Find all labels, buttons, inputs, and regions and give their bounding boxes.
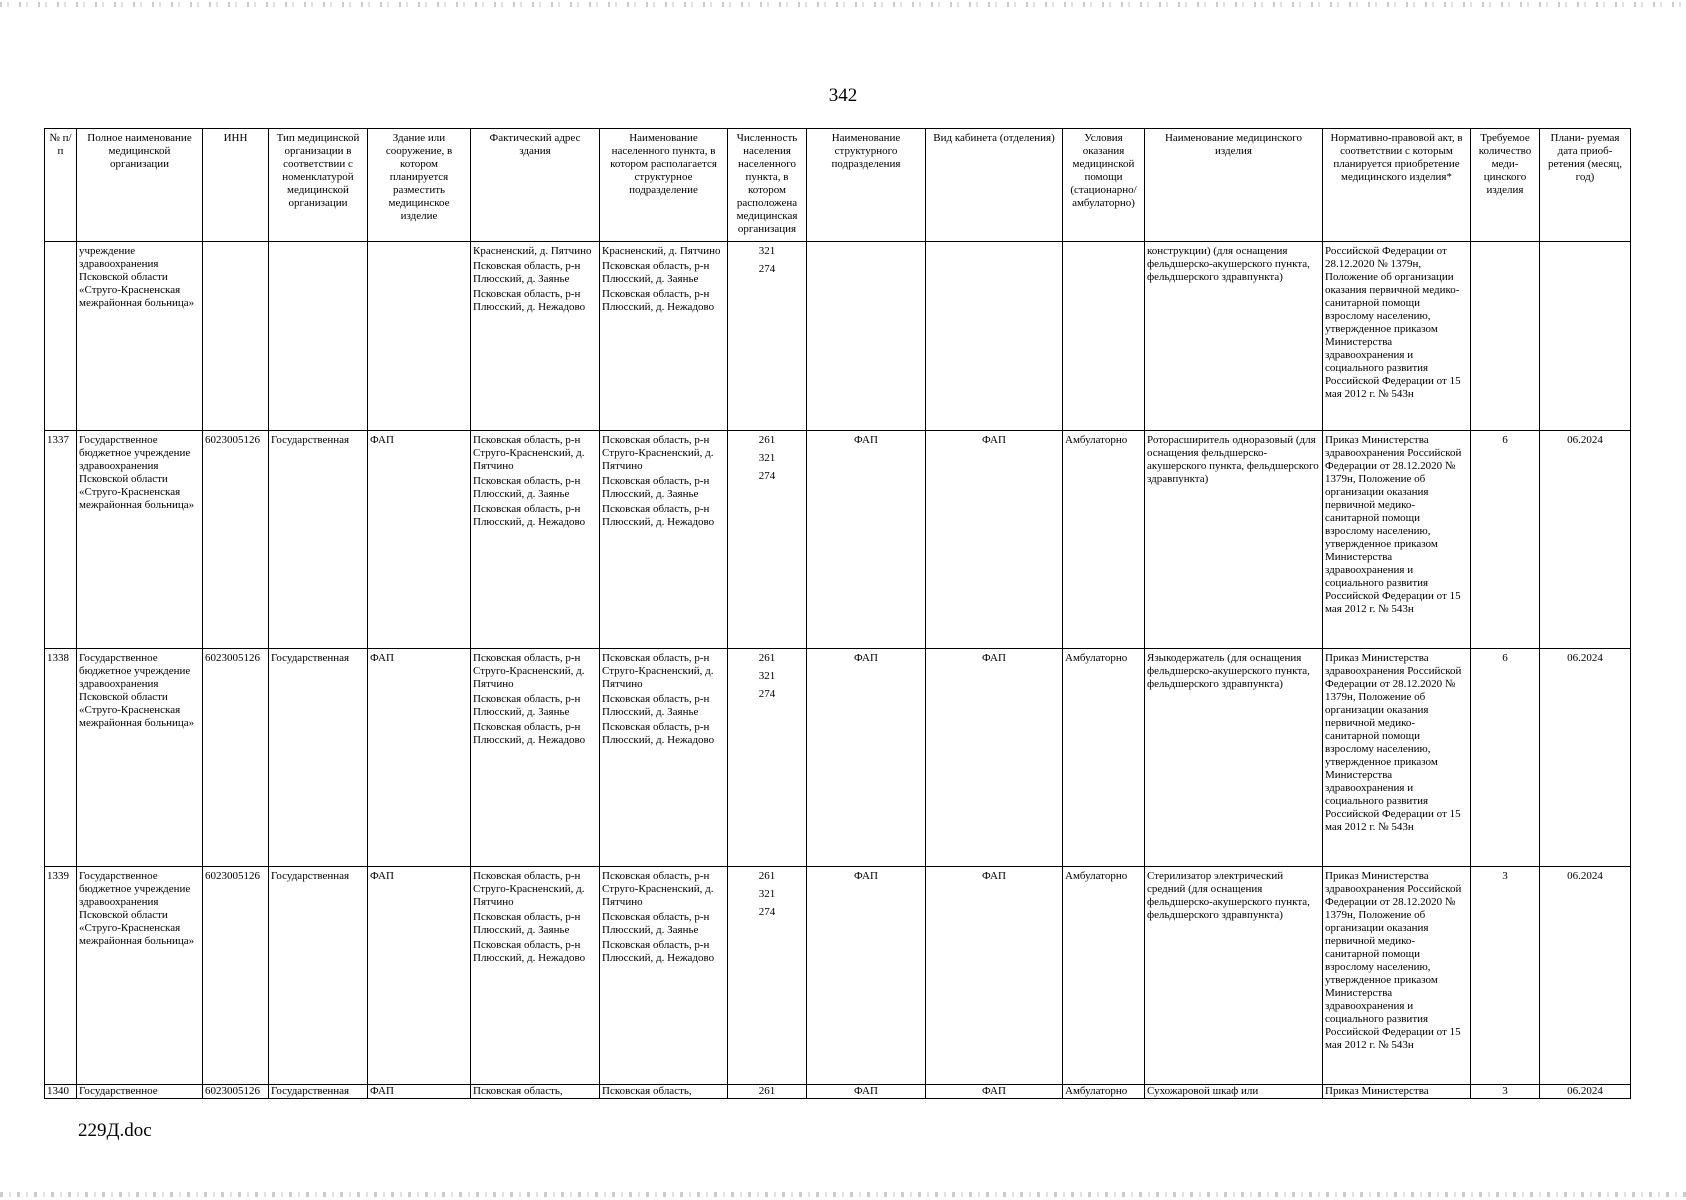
cell-population <box>728 867 807 1085</box>
col-header-building: Здание или сооружение, в котором планируется разместить медицинское изделие <box>368 129 471 242</box>
settlement-block: Псковская область, р-н Плюсский, д. Нежадово <box>602 503 715 528</box>
settlement-block: Псковская область, р-н Струго-Красненский, д. Пятчино <box>602 652 714 690</box>
population-value: 321 <box>758 245 776 257</box>
cell-population <box>728 649 807 867</box>
cell-settlement <box>600 649 728 867</box>
population-value: 321 <box>758 888 776 900</box>
cell-quantity: 6 <box>1471 649 1540 867</box>
cell-planned-date: 06.2024 <box>1540 867 1631 1085</box>
table-row-truncated <box>45 1085 1631 1099</box>
cell-population: 261 <box>728 1085 807 1099</box>
address-block: Псковская область, р-н Струго-Красненский, д. Пятчино <box>473 652 585 690</box>
page-number: 342 <box>828 85 858 106</box>
table-row <box>45 431 1631 649</box>
cell-device: Стерилизатор электрический средний (для оснащения фельдшерско-акушерского пункта, фельдшерского здравпункта) <box>1145 867 1323 1085</box>
col-header-cabinet: Вид кабинета (отделения) <box>926 129 1063 242</box>
cell-num: 1338 <box>45 649 77 867</box>
cell-cabinet <box>926 242 1063 431</box>
address-block: Псковская область, р-н Плюсский, д. Заянье <box>473 693 581 718</box>
settlement-block: Псковская область, р-н Плюсский, д. Заянье <box>602 475 710 500</box>
population-value: 274 <box>758 906 776 918</box>
cell-num: 1339 <box>45 867 77 1085</box>
cell-settlement <box>600 431 728 649</box>
cell-legal-act: Приказ Министерства здравоохранения Российской Федерации от 28.12.2020 № 1379н, Положение об организации оказания первичной медико-санитарной помощи взрослому населению, утвержденное приказом Министерства здравоохранения и социального развития Российской Федерации от 15 мая 2012 г. № 543н <box>1323 431 1471 649</box>
cell-planned-date: 06.2024 <box>1540 1085 1631 1099</box>
cell-quantity: 3 <box>1471 867 1540 1085</box>
cell-subdivision: ФАП <box>807 431 926 649</box>
population-value: 321 <box>758 452 776 464</box>
table-row <box>45 649 1631 867</box>
population-value: 261 <box>758 434 776 446</box>
cell-quantity <box>1471 242 1540 431</box>
cell-subdivision: ФАП <box>807 867 926 1085</box>
cell-conditions: Амбулаторно <box>1063 867 1145 1085</box>
cell-quantity: 6 <box>1471 431 1540 649</box>
cell-device: Роторасширитель одноразовый (для оснащения фельдшерско-акушерского пункта, фельдшерского здравпункта) <box>1145 431 1323 649</box>
settlement-block: Псковская область, р-н Струго-Красненский, д. Пятчино <box>602 434 714 472</box>
cell-planned-date <box>1540 242 1631 431</box>
population-value: 274 <box>758 688 776 700</box>
col-header-num: № п/п <box>45 129 77 242</box>
address-block: Псковская область, р-н Струго-Красненский, д. Пятчино <box>473 870 585 908</box>
equipment-table <box>44 128 1631 1099</box>
table-row <box>45 867 1631 1085</box>
cell-inn: 6023005126 <box>203 649 269 867</box>
address-block: Псковская область, р-н Плюсский, д. Заянье <box>473 260 581 285</box>
cell-settlement <box>600 242 728 431</box>
cell-building: ФАП <box>368 1085 471 1099</box>
scan-edge-top <box>0 2 1686 7</box>
cell-planned-date: 06.2024 <box>1540 649 1631 867</box>
cell-org-name: Государственное <box>77 1085 203 1099</box>
col-header-legal-act: Нормативно-правовой акт, в соответствии с которым планируется приобретение медицинского изделия* <box>1323 129 1471 242</box>
cell-building: ФАП <box>368 431 471 649</box>
population-value: 261 <box>758 870 776 882</box>
cell-cabinet: ФАП <box>926 1085 1063 1099</box>
cell-inn: 6023005126 <box>203 431 269 649</box>
cell-conditions: Амбулаторно <box>1063 649 1145 867</box>
population-value: 261 <box>758 652 776 664</box>
scan-edge-bottom <box>0 1192 1686 1197</box>
col-header-conditions: Условия оказания медицинской помощи (стационарно/ амбулаторно) <box>1063 129 1145 242</box>
cell-device: Сухожаровой шкаф или <box>1145 1085 1323 1099</box>
cell-org-name: учреждение здравоохранения Псковской области «Струго-Красненская межрайонная больница» <box>77 242 203 431</box>
cell-num: 1340 <box>45 1085 77 1099</box>
settlement-block: Псковская область, р-н Плюсский, д. Заянье <box>602 260 710 285</box>
address-block: Псковская область, р-н Плюсский, д. Нежадово <box>473 939 586 964</box>
cell-conditions <box>1063 242 1145 431</box>
cell-cabinet: ФАП <box>926 431 1063 649</box>
cell-num: 1337 <box>45 431 77 649</box>
cell-org-type: Государственная <box>269 649 368 867</box>
population-value: 274 <box>758 470 776 482</box>
address-block: Псковская область, р-н Плюсский, д. Нежадово <box>473 721 586 746</box>
cell-actual-address <box>471 867 600 1085</box>
cell-inn: 6023005126 <box>203 867 269 1085</box>
cell-actual-address <box>471 242 600 431</box>
cell-actual-address <box>471 649 600 867</box>
cell-inn <box>203 242 269 431</box>
cell-cabinet: ФАП <box>926 867 1063 1085</box>
cell-population <box>728 242 807 431</box>
cell-population <box>728 431 807 649</box>
address-block: Псковская область, р-н Плюсский, д. Заянье <box>473 475 581 500</box>
col-header-settlement: Наименование населенного пункта, в котором располагается структурное подразделение <box>600 129 728 242</box>
col-header-population: Численность населения населенного пункта, в котором расположена медицинская организация <box>728 129 807 242</box>
settlement-block: Псковская область, р-н Плюсский, д. Заянье <box>602 911 710 936</box>
cell-conditions: Амбулаторно <box>1063 1085 1145 1099</box>
cell-settlement <box>600 867 728 1085</box>
population-value: 321 <box>758 670 776 682</box>
address-block: Псковская область, р-н Плюсский, д. Заянье <box>473 911 581 936</box>
cell-org-name: Государственное бюджетное учреждение здравоохранения Псковской области «Струго-Красненская межрайонная больница» <box>77 431 203 649</box>
population-value: 274 <box>758 263 776 275</box>
address-block: Псковская область, р-н Плюсский, д. Нежадово <box>473 503 586 528</box>
cell-building: ФАП <box>368 867 471 1085</box>
cell-org-type: Государственная <box>269 867 368 1085</box>
col-header-device: Наименование медицинского изделия <box>1145 129 1323 242</box>
cell-inn: 6023005126 <box>203 1085 269 1099</box>
cell-legal-act: Приказ Министерства <box>1323 1085 1471 1099</box>
cell-legal-act: Приказ Министерства здравоохранения Российской Федерации от 28.12.2020 № 1379н, Положение об организации оказания первичной медико-санитарной помощи взрослому населению, утвержденное приказом Министерства здравоохранения и социального развития Российской Федерации от 15 мая 2012 г. № 543н <box>1323 867 1471 1085</box>
settlement-block: Псковская область, р-н Плюсский, д. Нежадово <box>602 939 715 964</box>
cell-subdivision: ФАП <box>807 1085 926 1099</box>
col-header-inn: ИНН <box>203 129 269 242</box>
address-block: Красненский, д. Пятчино <box>473 245 592 257</box>
cell-quantity: 3 <box>1471 1085 1540 1099</box>
col-header-org-type: Тип медицинской организации в соответствии с номенклатурой медицинской организации <box>269 129 368 242</box>
settlement-block: Псковская область, р-н Плюсский, д. Нежадово <box>602 721 715 746</box>
address-block: Псковская область, р-н Плюсский, д. Нежадово <box>473 288 586 313</box>
col-header-org-name: Полное наименование медицинской организации <box>77 129 203 242</box>
cell-planned-date: 06.2024 <box>1540 431 1631 649</box>
settlement-block: Псковская область, р-н Плюсский, д. Заянье <box>602 693 710 718</box>
settlement-block: Псковская область, р-н Плюсский, д. Нежадово <box>602 288 715 313</box>
table-row-continuation <box>45 242 1631 431</box>
cell-org-name: Государственное бюджетное учреждение здравоохранения Псковской области «Струго-Красненская межрайонная больница» <box>77 649 203 867</box>
col-header-subdivision: Наименование структурного подразделения <box>807 129 926 242</box>
table-header-row <box>45 129 1631 242</box>
cell-building: ФАП <box>368 649 471 867</box>
cell-conditions: Амбулаторно <box>1063 431 1145 649</box>
cell-org-type: Государственная <box>269 431 368 649</box>
settlement-block: Псковская область, р-н Струго-Красненский, д. Пятчино <box>602 870 714 908</box>
cell-device: Языкодержатель (для оснащения фельдшерско-акушерского пункта, фельдшерского здравпункта) <box>1145 649 1323 867</box>
cell-building <box>368 242 471 431</box>
settlement-block: Красненский, д. Пятчино <box>602 245 721 257</box>
cell-subdivision <box>807 242 926 431</box>
cell-actual-address <box>471 431 600 649</box>
footer-filename: 229Д.doc <box>78 1120 152 1141</box>
cell-cabinet: ФАП <box>926 649 1063 867</box>
cell-org-type <box>269 242 368 431</box>
cell-num <box>45 242 77 431</box>
cell-legal-act: Российской Федерации от 28.12.2020 № 1379н, Положение об организации оказания первичной медико-санитарной помощи взрослому населению, утвержденное приказом Министерства здравоохранения и социального развития Российской Федерации от 15 мая 2012 г. № 543н <box>1323 242 1471 431</box>
col-header-planned-date: Плани- руемая дата приоб- ретения (месяц, год) <box>1540 129 1631 242</box>
cell-legal-act: Приказ Министерства здравоохранения Российской Федерации от 28.12.2020 № 1379н, Положение об организации оказания первичной медико-санитарной помощи взрослому населению, утвержденное приказом Министерства здравоохранения и социального развития Российской Федерации от 15 мая 2012 г. № 543н <box>1323 649 1471 867</box>
cell-org-name: Государственное бюджетное учреждение здравоохранения Псковской области «Струго-Красненская межрайонная больница» <box>77 867 203 1085</box>
cell-actual-address: Псковская область, <box>471 1085 600 1099</box>
col-header-actual-address: Фактический адрес здания <box>471 129 600 242</box>
cell-subdivision: ФАП <box>807 649 926 867</box>
cell-device: конструкции) (для оснащения фельдшерско-акушерского пункта, фельдшерского здравпункта) <box>1145 242 1323 431</box>
cell-org-type: Государственная <box>269 1085 368 1099</box>
address-block: Псковская область, р-н Струго-Красненский, д. Пятчино <box>473 434 585 472</box>
col-header-quantity: Требуемое количество меди- цинского изделия <box>1471 129 1540 242</box>
cell-settlement: Псковская область, <box>600 1085 728 1099</box>
